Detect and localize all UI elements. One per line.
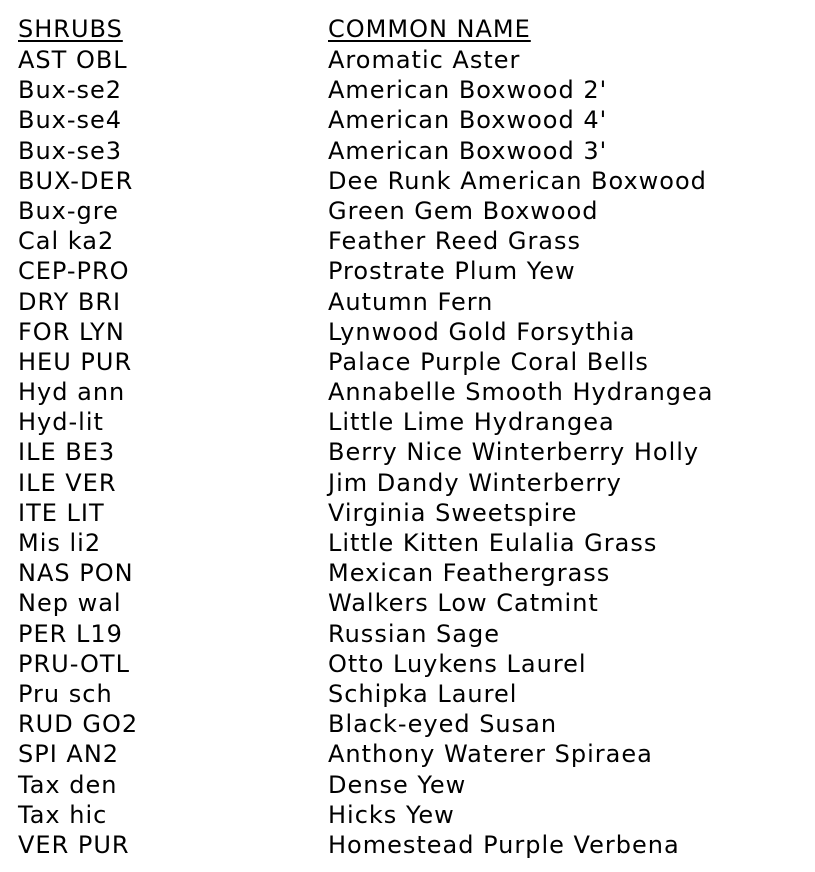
plant-code: AST OBL [18, 46, 128, 74]
table-row [0, 226, 815, 256]
plant-common-name: American Boxwood 3' [328, 136, 608, 165]
plant-common-name: Anthony Waterer Spiraea [328, 740, 653, 769]
plant-common-name: Little Lime Hydrangea [328, 408, 615, 437]
plant-common-name: Mexican Feathergrass [328, 559, 611, 588]
table-row [0, 739, 815, 769]
table-row [0, 800, 815, 830]
plant-code: Bux-gre [18, 196, 119, 225]
plant-common-name: Lynwood Gold Forsythia [328, 317, 636, 346]
plant-common-name: Feather Reed Grass [328, 227, 582, 256]
plant-common-name: Jim Dandy Winterberry [328, 468, 622, 497]
plant-code: ITE LIT [18, 498, 105, 527]
table-row [0, 45, 815, 75]
plant-code: Bux-se4 [18, 106, 123, 135]
table-row [0, 377, 815, 407]
plant-code: Bux-se3 [18, 136, 123, 165]
table-row [0, 679, 815, 709]
table-row [0, 437, 815, 467]
table-row [0, 468, 815, 498]
plant-common-name: Green Gem Boxwood [328, 196, 599, 225]
plant-code: Tax hic [18, 800, 108, 829]
plant-code: Cal ka2 [18, 227, 115, 256]
plant-common-name: Little Kitten Eulalia Grass [328, 529, 658, 557]
table-row [0, 528, 815, 558]
plant-code: DRY BRI [18, 287, 122, 316]
plant-code: ILE BE3 [18, 438, 116, 467]
plant-common-name: American Boxwood 2' [328, 76, 608, 105]
plant-common-name: Walkers Low Catmint [328, 589, 599, 618]
plant-code: CEP-PRO [18, 257, 130, 286]
table-row [0, 287, 815, 317]
plant-code: FOR LYN [18, 317, 125, 346]
plant-common-name: Aromatic Aster [328, 46, 521, 74]
plant-code: VER PUR [18, 830, 130, 859]
table-row [0, 498, 815, 528]
table-row [0, 619, 815, 649]
table-row [0, 588, 815, 618]
plant-common-name: Homestead Purple Verbena [328, 830, 680, 859]
table-row [0, 196, 815, 226]
plant-code: PER L19 [18, 619, 123, 648]
plant-common-name: Black-eyed Susan [328, 710, 558, 739]
table-row [0, 407, 815, 437]
plant-common-name: Dense Yew [328, 770, 467, 799]
plant-code: Pru sch [18, 679, 113, 708]
table-row [0, 558, 815, 588]
plant-code: Hyd ann [18, 378, 126, 407]
plant-code: BUX-DER [18, 166, 134, 195]
table-row [0, 105, 815, 135]
table-row [0, 256, 815, 286]
plant-common-name: Autumn Fern [328, 287, 494, 316]
plant-common-name: Palace Purple Coral Bells [328, 347, 649, 376]
plant-common-name: Annabelle Smooth Hydrangea [328, 378, 714, 407]
plant-common-name: Hicks Yew [328, 800, 455, 829]
plant-code: NAS PON [18, 559, 134, 588]
table-row [0, 75, 815, 105]
column-header-common-name: COMMON NAME [328, 15, 531, 43]
plant-code: RUD GO2 [18, 710, 139, 739]
plant-common-name: Prostrate Plum Yew [328, 257, 576, 286]
plant-common-name: Russian Sage [328, 619, 500, 648]
plant-code: SPI AN2 [18, 740, 120, 769]
plant-common-name: Schipka Laurel [328, 679, 518, 708]
column-header-shrubs: SHRUBS [18, 15, 123, 43]
table-row [0, 830, 815, 860]
plant-common-name: Berry Nice Winterberry Holly [328, 438, 700, 467]
plant-list [0, 45, 815, 860]
plant-code: Tax den [18, 770, 118, 799]
plant-code: Bux-se2 [18, 76, 123, 105]
plant-common-name: Virginia Sweetspire [328, 498, 578, 527]
plant-code: Mis li2 [18, 529, 102, 557]
table-row [0, 347, 815, 377]
table-row [0, 136, 815, 166]
plant-code: Hyd-lit [18, 408, 104, 437]
table-row [0, 709, 815, 739]
plant-code: ILE VER [18, 468, 117, 497]
plant-common-name: American Boxwood 4' [328, 106, 608, 135]
plant-code: HEU PUR [18, 347, 133, 376]
table-row [0, 649, 815, 679]
plant-common-name: Dee Runk American Boxwood [328, 166, 707, 195]
table-row [0, 166, 815, 196]
table-row [0, 317, 815, 347]
table-row [0, 770, 815, 800]
plant-code: Nep wal [18, 589, 122, 618]
plant-common-name: Otto Luykens Laurel [328, 649, 587, 678]
plant-code: PRU-OTL [18, 649, 130, 678]
